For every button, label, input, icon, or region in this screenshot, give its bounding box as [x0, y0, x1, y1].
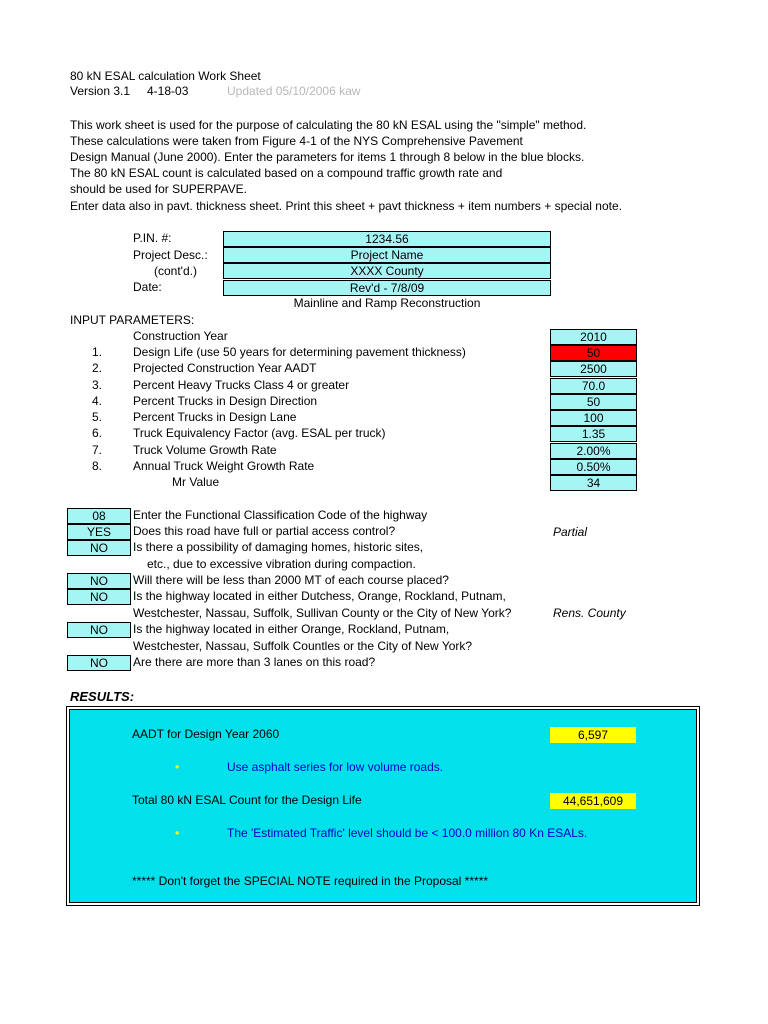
item-number: 8. [92, 459, 103, 473]
mr-value-field[interactable]: 34 [550, 475, 637, 491]
heavy-trucks-label: Percent Heavy Trucks Class 4 or greater [133, 378, 350, 392]
intro-line-2: These calculations were taken from Figure 4-1 of the NYS Comprehensive Pavement [70, 134, 523, 148]
aadt-design-year-value: 6,597 [550, 727, 636, 743]
functional-class-question: Enter the Functional Classification Code of the highway [133, 508, 428, 522]
intro-line-3: Design Manual (June 2000). Enter the parameters for items 1 through 8 below in the blue blocks. [70, 150, 585, 164]
design-life-label: Design Life (use 50 years for determining pavement thickness) [133, 345, 466, 359]
volume-growth-label: Truck Volume Growth Rate [133, 443, 277, 457]
pin-field[interactable]: 1234.56 [223, 231, 551, 247]
total-esal-value: 44,651,609 [550, 793, 636, 809]
project-desc-field[interactable]: Project Name [223, 247, 551, 263]
mr-value-label: Mr Value [172, 475, 220, 489]
county-location-2-question: Is the highway located in either Orange, Rockland, Putnam, [133, 622, 450, 636]
vibration-question: Is there a possibility of damaging homes, historic sites, [133, 540, 424, 554]
bullet-icon: • [175, 760, 180, 774]
equivalency-factor-field[interactable]: 1.35 [550, 426, 637, 442]
item-number: 6. [92, 426, 103, 440]
heavy-trucks-field[interactable]: 70.0 [550, 378, 637, 394]
results-panel-inner [69, 709, 697, 903]
county-location-note: Rens. County [553, 606, 626, 620]
aadt-field[interactable]: 2500 [550, 361, 637, 377]
volume-growth-field[interactable]: 2.00% [550, 443, 637, 459]
contd-field[interactable]: XXXX County [223, 263, 551, 279]
intro-line-1: This work sheet is used for the purpose of calculating the 80 kN ESAL using the "simple" method. [70, 118, 587, 132]
item-number: 2. [92, 361, 103, 375]
vibration-question-cont: etc., due to excessive vibration during compaction. [147, 557, 416, 571]
lanes-question: Are there are more than 3 lanes on this road? [133, 655, 376, 669]
project-desc-label: Project Desc.: [133, 248, 208, 262]
sheet-title: 80 kN ESAL calculation Work Sheet [70, 69, 261, 83]
version-date: 4-18-03 [147, 84, 189, 98]
item-number: 4. [92, 394, 103, 408]
aadt-design-year-label: AADT for Design Year 2060 [132, 727, 280, 741]
county-location-question-cont: Westchester, Nassau, Suffolk, Sullivan County or the City of New York? [133, 606, 512, 620]
lanes-field[interactable]: NO [67, 655, 131, 671]
vibration-field[interactable]: NO [67, 540, 131, 556]
construction-year-label: Construction Year [133, 329, 228, 343]
functional-class-field[interactable]: 08 [67, 508, 131, 524]
county-location-field[interactable]: NO [67, 589, 131, 605]
results-heading: RESULTS: [70, 689, 135, 704]
design-direction-label: Percent Trucks in Design Direction [133, 394, 318, 408]
weight-growth-label: Annual Truck Weight Growth Rate [133, 459, 315, 473]
access-control-question: Does this road have full or partial access control? [133, 524, 396, 538]
county-location-2-field[interactable]: NO [67, 622, 131, 638]
item-number: 3. [92, 378, 103, 392]
item-number: 7. [92, 443, 103, 457]
low-volume-note: Use asphalt series for low volume roads. [227, 760, 444, 774]
date-label: Date: [133, 280, 162, 294]
aadt-label: Projected Construction Year AADT [133, 361, 317, 375]
item-number: 1. [92, 345, 103, 359]
intro-line-5: should be used for SUPERPAVE. [70, 182, 247, 196]
contd-label: (cont'd.) [154, 264, 197, 278]
design-direction-field[interactable]: 50 [550, 394, 637, 410]
design-life-field[interactable]: 50 [550, 345, 637, 361]
county-location-2-question-cont: Westchester, Nassau, Suffolk Countles or the City of New York? [133, 639, 473, 653]
access-control-field[interactable]: YES [67, 524, 131, 540]
input-parameters-heading: INPUT PARAMETERS: [70, 313, 195, 327]
tonnage-question: Will there will be less than 2000 MT of each course placed? [133, 573, 449, 587]
traffic-level-note: The 'Estimated Traffic' level should be < 100.0 million 80 Kn ESALs. [227, 826, 588, 840]
date-field[interactable]: Rev'd - 7/8/09 [223, 280, 551, 296]
design-lane-field[interactable]: 100 [550, 410, 637, 426]
special-note-reminder: ***** Don't forget the SPECIAL NOTE required in the Proposal ***** [132, 874, 489, 888]
updated-note: Updated 05/10/2006 kaw [227, 84, 361, 98]
version-label: Version 3.1 [70, 84, 131, 98]
weight-growth-field[interactable]: 0.50% [550, 459, 637, 475]
equivalency-factor-label: Truck Equivalency Factor (avg. ESAL per truck) [133, 426, 386, 440]
pin-label: P.IN. #: [133, 231, 172, 245]
county-location-question: Is the highway located in either Dutchess, Orange, Rockland, Putnam, [133, 589, 506, 603]
item-number: 5. [92, 410, 103, 424]
design-lane-label: Percent Trucks in Design Lane [133, 410, 297, 424]
project-subtitle: Mainline and Ramp Reconstruction [293, 296, 481, 310]
intro-line-4: The 80 kN ESAL count is calculated based on a compound traffic growth rate and [70, 166, 503, 180]
results-panel [66, 706, 700, 906]
construction-year-field[interactable]: 2010 [550, 329, 637, 345]
access-control-note: Partial [553, 525, 588, 539]
total-esal-label: Total 80 kN ESAL Count for the Design Life [132, 793, 362, 807]
bullet-icon: • [175, 826, 180, 840]
intro-line-6: Enter data also in pavt. thickness sheet. Print this sheet + pavt thickness + item numbers + special note. [70, 199, 622, 213]
tonnage-field[interactable]: NO [67, 573, 131, 589]
